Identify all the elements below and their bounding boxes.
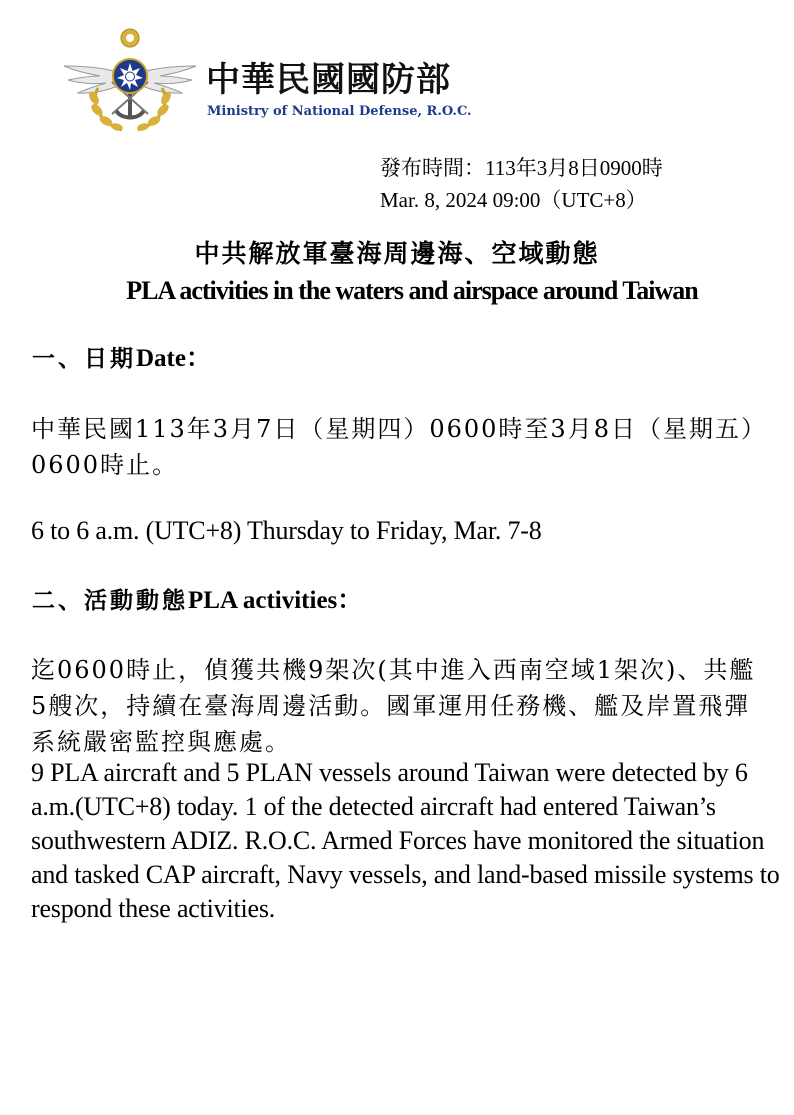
org-name-zh: 中華民國國防部 bbox=[206, 60, 451, 100]
release-time bbox=[380, 152, 663, 216]
section-heading-date bbox=[32, 341, 211, 377]
section-heading-activities-en: PLA activities bbox=[188, 587, 338, 614]
date-text-zh: 中華民國113年3月7日（星期四）0600時至3月8日（星期五）0600時止。 bbox=[31, 415, 767, 479]
section-heading-activities-zh: 二、活動動態 bbox=[32, 587, 188, 614]
mnd-emblem-icon bbox=[60, 26, 200, 138]
release-time-en: Mar. 8, 2024 09:00（UTC+8） bbox=[380, 188, 647, 212]
section-heading-activities-suffix: ： bbox=[337, 587, 363, 614]
section-heading-date-suffix: ： bbox=[185, 345, 211, 372]
page-title-en: PLA activities in the waters and airspace around Taiwan bbox=[126, 276, 698, 305]
org-name-en: Ministry of National Defense, R.O.C. bbox=[207, 104, 472, 119]
activities-text-zh: 迄0600時止，偵獲共機9架次(其中進入西南空域1架次)、共艦5艘次，持續在臺海周邊活動。國軍運用任務機、艦及岸置飛彈系統嚴密監控與應處。 bbox=[31, 656, 756, 756]
section-heading-date-zh: 一、日期 bbox=[32, 345, 136, 372]
section-heading-date-en: Date bbox=[136, 345, 186, 372]
date-text-en: 6 to 6 a.m. (UTC+8) Thursday to Friday, Mar. 7-8 bbox=[31, 516, 542, 545]
section-heading-activities bbox=[32, 583, 362, 619]
release-time-zh: 發布時間：113年3月8日0900時 bbox=[380, 156, 663, 180]
page-title-zh: 中共解放軍臺海周邊海、空域動態 bbox=[194, 239, 600, 268]
activities-text-en: 9 PLA aircraft and 5 PLAN vessels around Taiwan were detected by 6 a.m.(UTC+8) today. 1 of the detected aircraft had entered Taiwan’s southwestern ADIZ. R.O.C. Armed Forces have monitored the situation and tasked CAP aircraft, Navy vessels, and land-based missile systems to respond these activities. bbox=[31, 758, 780, 923]
